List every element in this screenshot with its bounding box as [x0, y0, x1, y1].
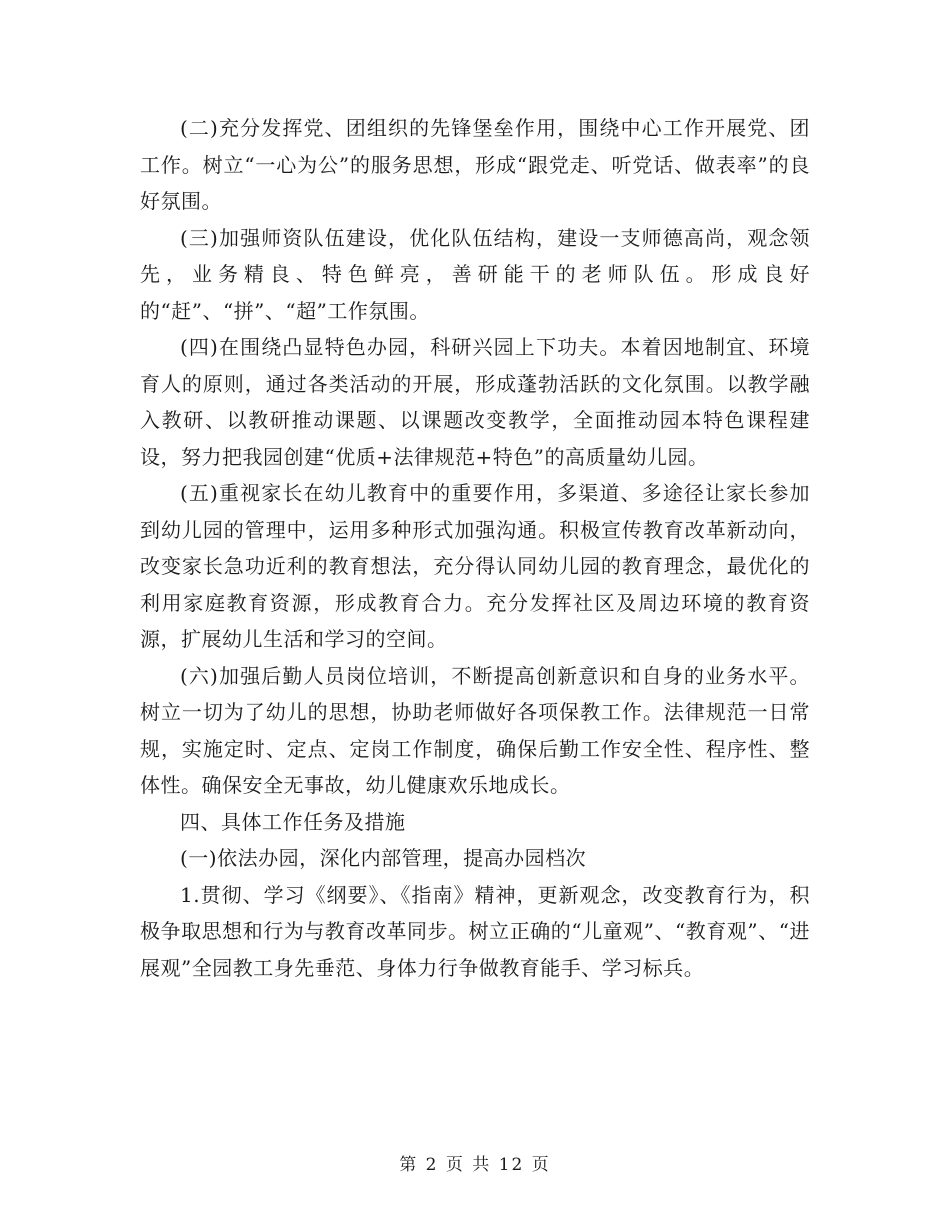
subsection-heading-management: (一)依法办园，深化内部管理，提高办园档次: [180, 846, 587, 870]
paragraph-party-organization: (二)充分发挥党、团组织的先锋堡垒作用，围绕中心工作开展党、团工作。树立“一心为公”的服务思想，形成“跟党走、听党话、做表率”的良好氛围。: [140, 116, 810, 213]
paragraph-logistics-training: (六)加强后勤人员岗位培训，不断提高创新意识和自身的业务水平。树立一切为了幼儿的思想，协助老师做好各项保教工作。法律规范一日常规，实施定时、定点、定岗工作制度，确保后勤工作安全性、程序性、整体性。确保安全无事故，幼儿健康欢乐地成长。: [140, 663, 810, 797]
page-number-footer: 第 2 页 共 12 页: [399, 1155, 551, 1175]
paragraph-featured-school: (四)在围绕凸显特色办园，科研兴园上下功夫。本着因地制宜、环境育人的原则，通过各类活动的开展，形成蓬勃活跃的文化氛围。以教学融入教研、以教研推动课题、以课题改变教学，全面推动园本特色课程建设，努力把我园创建“优质+法律规范+特色”的高质量幼儿园。: [140, 335, 810, 469]
paragraph-teacher-team: (三)加强师资队伍建设，优化队伍结构，建设一支师德高尚，观念领先，业务精良、特色鲜亮，善研能干的老师队伍。形成良好的“赶”、“拼”、“超”工作氛围。: [140, 225, 810, 323]
paragraph-item-1: 1.贯彻、学习《纲要》、《指南》精神，更新观念，改变教育行为，积极争取思想和行为与教育改革同步。树立正确的“儿童观”、“教育观”、“进展观”全园教工身先垂范、身体力行争做教育能手、学习标兵。: [140, 882, 810, 980]
document-body: [140, 110, 810, 986]
section-heading-tasks: 四、具体工作任务及措施: [180, 809, 406, 834]
paragraph-parent-involvement: (五)重视家长在幼儿教育中的重要作用，多渠道、多途径让家长参加到幼儿园的管理中，运用多种形式加强沟通。积极宣传教育改革新动向，改变家长急功近利的教育想法，充分得认同幼儿园的教育理念，最优化的利用家庭教育资源，形成教育合力。充分发挥社区及周边环境的教育资源，扩展幼儿生活和学习的空间。: [140, 481, 810, 651]
